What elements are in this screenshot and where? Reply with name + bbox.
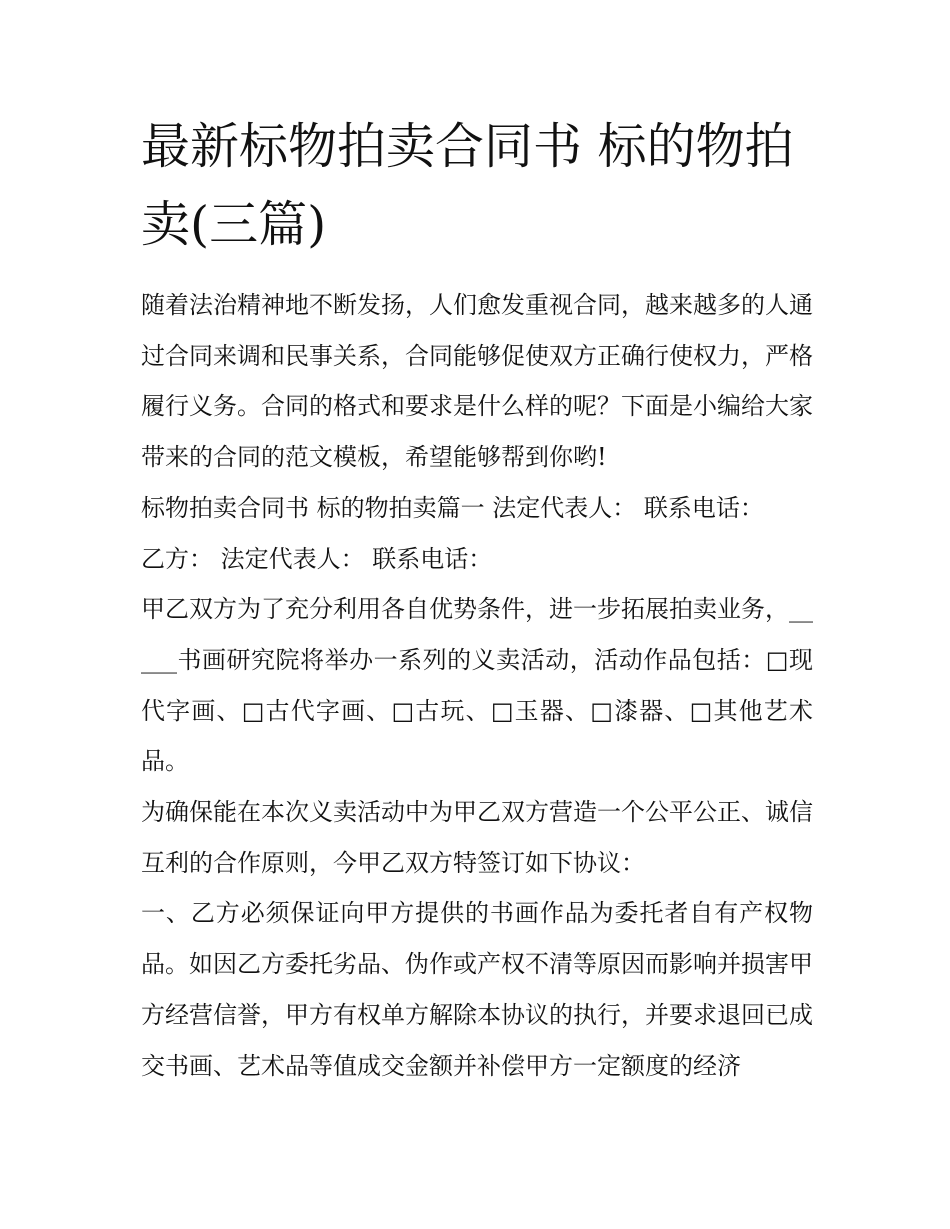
- document-body: [141, 280, 813, 1091]
- paragraph-party-a: 标物拍卖合同书 标的物拍卖篇一 法定代表人： 联系电话：: [141, 493, 764, 522]
- paragraph-party-b: 乙方： 法定代表人： 联系电话：: [141, 544, 493, 573]
- document-title: 最新标物拍卖合同书 标的物拍卖(三篇): [141, 118, 794, 253]
- paragraph-purpose: 为确保能在本次义卖活动中为甲乙双方营造一个公平公正、诚信互利的合作原则，今甲乙双方特签订如下协议：: [141, 798, 813, 877]
- paragraph-clause-one: 一、乙方必须保证向甲方提供的书画作品为委托者自有产权物品。如因乙方委托劣品、伪作或产权不清等原因而影响并损害甲方经营信誉，甲方有权单方解除本协议的执行，并要求退回已成交书画、艺术品等值成交金额并补偿甲方一定额度的经济: [141, 899, 813, 1080]
- paragraph-scope: 甲乙双方为了充分利用各自优势条件，进一步拓展拍卖业务，_____书画研究院将举办一系列的义卖活动，活动作品包括：□现代字画、□古代字画、□古玩、□玉器、□漆器、□其他艺术品。: [141, 595, 813, 776]
- document-page: [141, 108, 813, 1091]
- paragraph-intro: 随着法治精神地不断发扬，人们愈发重视合同，越来越多的人通过合同来调和民事关系，合同能够促使双方正确行使权力，严格履行义务。合同的格式和要求是什么样的呢？下面是小编给大家带来的合同的范文模板，希望能够帮到你哟!: [141, 291, 813, 472]
